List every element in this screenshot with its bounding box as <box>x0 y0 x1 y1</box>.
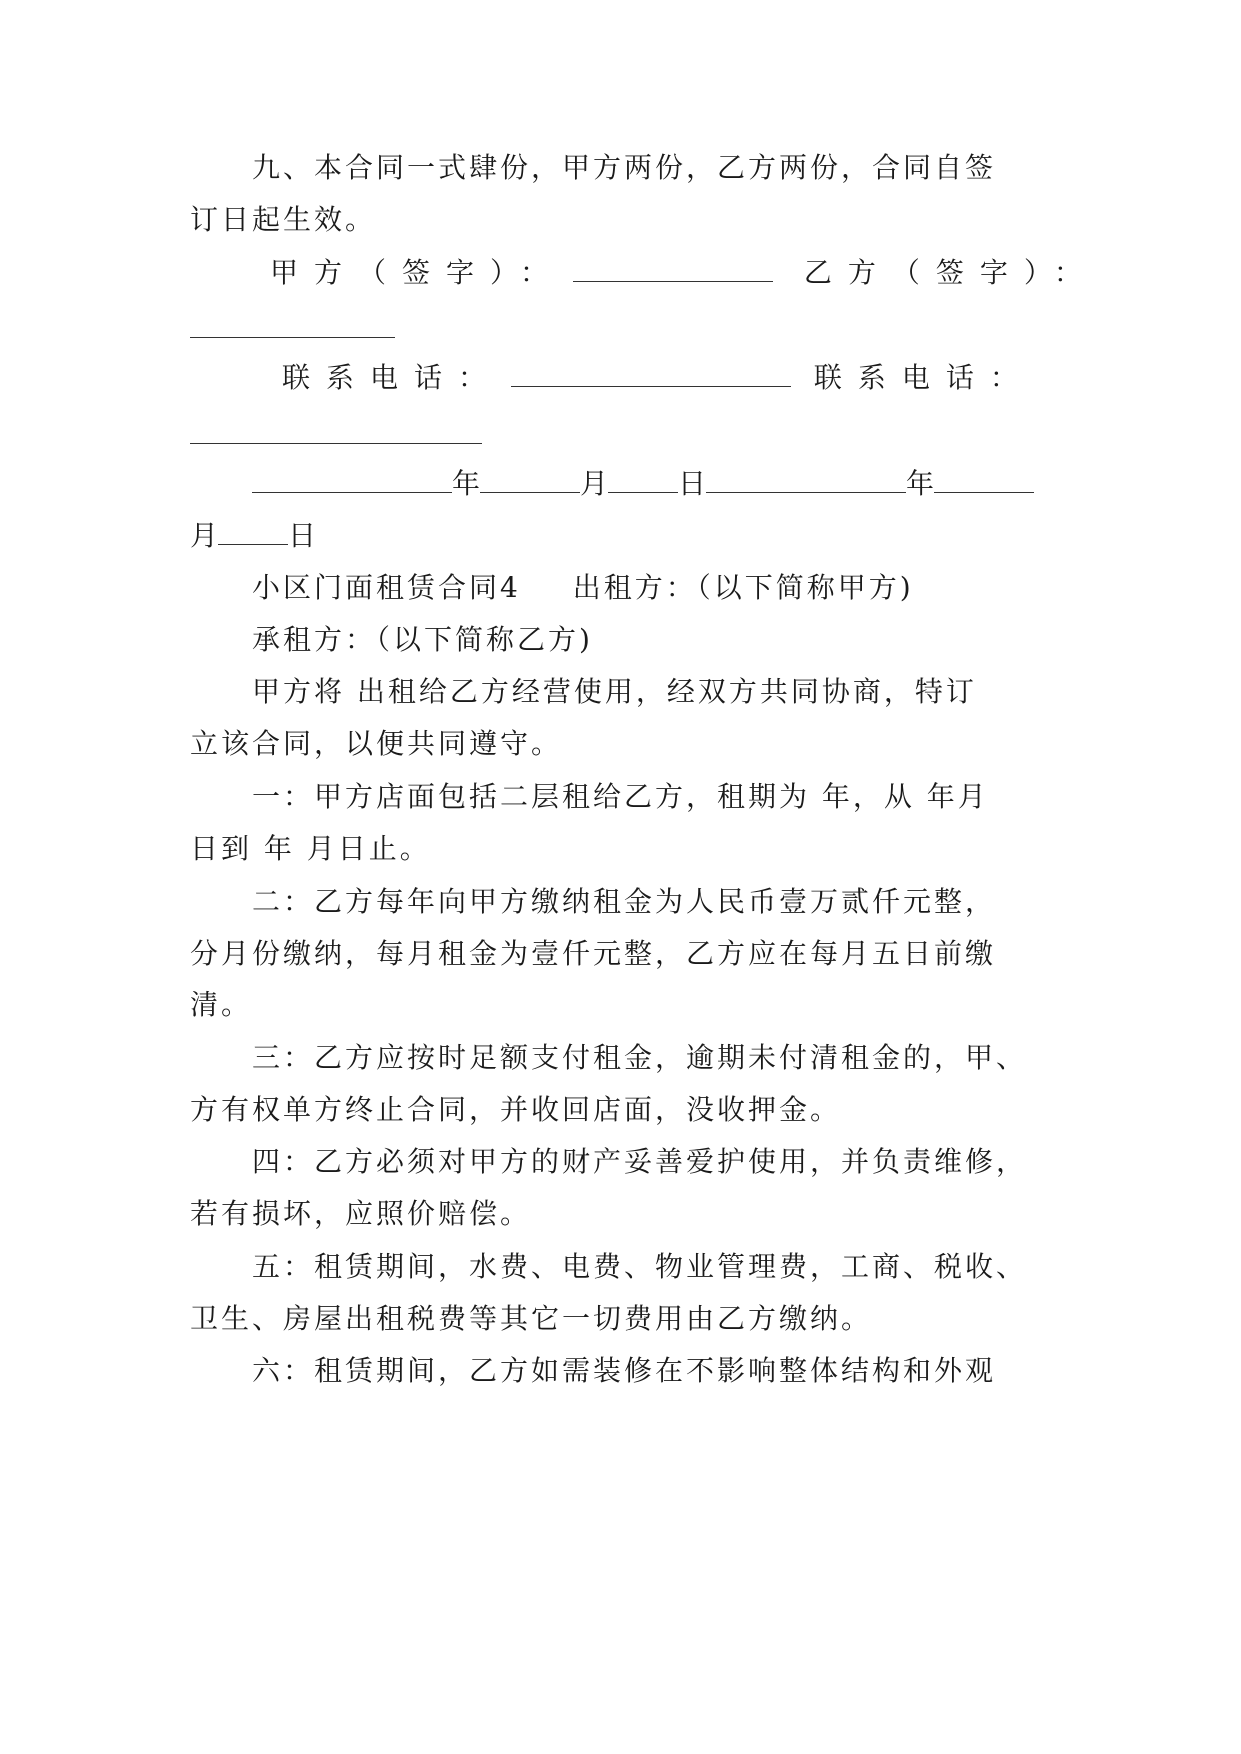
party-a-year-blank <box>252 466 452 493</box>
clause-6-line-1: 六：租赁期间，乙方如需装修在不影响整体结构和外观 <box>252 1354 997 1387</box>
party-a-signature-label: 甲方（签字）： <box>270 256 565 289</box>
party-a-day-label: 日 <box>678 467 707 500</box>
party-a-phone-label: 联系电话： <box>282 361 503 394</box>
party-a-signature-blank <box>573 255 773 282</box>
date-row <box>252 466 1034 502</box>
lessor-line: 出租方：（以下简称甲方) <box>572 571 914 604</box>
clause-9-line-1: 九、本合同一式肆份，甲方两份，乙方两份，合同自签 <box>252 151 997 184</box>
signature-row <box>270 255 1098 291</box>
party-a-phone-blank <box>511 360 791 387</box>
party-b-month-blank <box>934 466 1034 493</box>
clause-2-line-3: 清。 <box>190 988 253 1021</box>
party-b-signature-blank <box>190 336 395 338</box>
clause-4-line-1: 四：乙方必须对甲方的财产妥善爱护使用，并负责维修， <box>252 1145 1028 1178</box>
party-a-month-blank <box>480 466 580 493</box>
party-b-month-label: 月 <box>190 519 219 552</box>
intro-line-2: 立该合同，以便共同遵守。 <box>190 727 563 760</box>
party-a-year-label: 年 <box>452 467 481 500</box>
party-b-day-blank <box>218 518 288 545</box>
lessee-line: 承租方：（以下简称乙方) <box>252 623 593 656</box>
clause-3-line-2: 方有权单方终止合同，并收回店面，没收押金。 <box>190 1093 842 1126</box>
party-b-day-label: 日 <box>288 519 317 552</box>
party-b-phone-label: 联系电话： <box>813 361 1034 394</box>
party-a-month-label: 月 <box>580 467 609 500</box>
contract-title-row <box>252 570 914 606</box>
clause-5-line-1: 五：租赁期间，水费、电费、物业管理费，工商、税收、 <box>252 1250 1028 1283</box>
intro-line-1: 甲方将 出租给乙方经营使用，经双方共同协商，特订 <box>252 675 977 708</box>
clause-1-line-2: 日到 年 月日止。 <box>190 832 431 865</box>
party-b-signature-label: 乙方（签字）： <box>803 256 1098 289</box>
clause-2-line-2: 分月份缴纳，每月租金为壹仟元整，乙方应在每月五日前缴 <box>190 937 997 970</box>
party-b-year-label: 年 <box>906 467 935 500</box>
party-b-phone-blank <box>190 442 482 444</box>
clause-9-line-2: 订日起生效。 <box>190 203 377 236</box>
clause-4-line-2: 若有损坏，应照价赔偿。 <box>190 1197 532 1230</box>
clause-5-line-2: 卫生、房屋出租税费等其它一切费用由乙方缴纳。 <box>190 1302 873 1335</box>
date-row-continued <box>190 518 316 554</box>
clause-3-line-1: 三：乙方应按时足额支付租金，逾期未付清租金的，甲、 <box>252 1041 1028 1074</box>
party-b-year-blank <box>706 466 906 493</box>
clause-1-line-1: 一：甲方店面包括二层租给乙方，租期为 年，从 年月 <box>252 780 989 813</box>
phone-row <box>282 360 1034 396</box>
clause-2-line-1: 二：乙方每年向甲方缴纳租金为人民币壹万贰仟元整， <box>252 885 997 918</box>
contract-title: 小区门面租赁合同4 <box>252 571 521 604</box>
party-a-day-blank <box>608 466 678 493</box>
